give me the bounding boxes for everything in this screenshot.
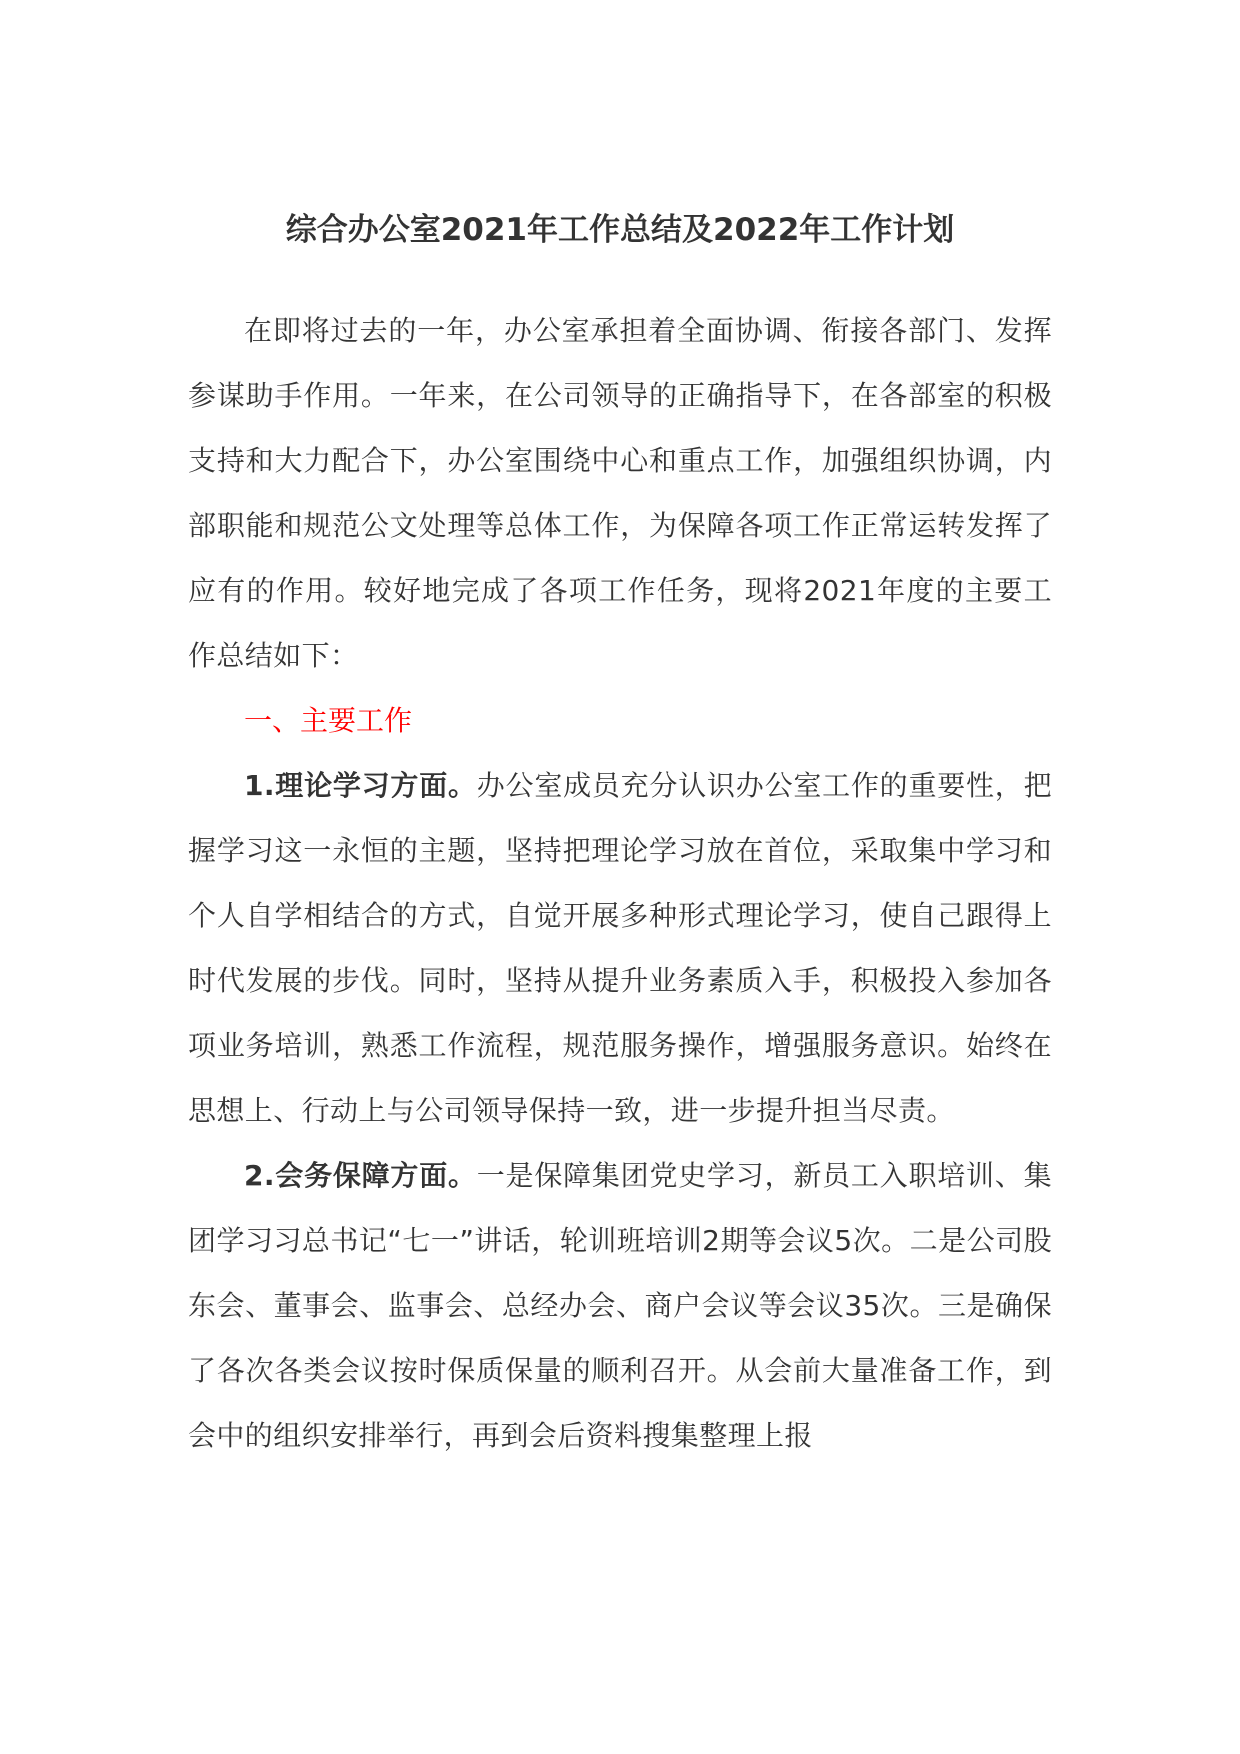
item-1-paragraph [188,753,1052,1143]
section-heading: 一、主要工作 [244,704,413,737]
item-2-text: 一是保障集团党史学习，新员工入职培训、集团学习习总书记“七一”讲话，轮训班培训2期等会议5次。二是公司股东会、董事会、监事会、总经办会、商户会议等会议35次。三是确保了各次各类会议按时保质保量的顺利召开。从会前大量准备工作，到会中的组织安排举行，再到会后资料搜集整理上报 [188,1159,1052,1452]
intro-paragraph: 在即将过去的一年，办公室承担着全面协调、衔接各部门、发挥参谋助手作用。一年来，在公司领导的正确指导下，在各部室的积极支持和大力配合下，办公室围绕中心和重点工作，加强组织协调，内部职能和规范公文处理等总体工作，为保障各项工作正常运转发挥了应有的作用。较好地完成了各项工作任务，现将2021年度的主要工作总结如下： [188,314,1052,672]
item-2-paragraph [188,1143,1052,1468]
item-1-text: 办公室成员充分认识办公室工作的重要性，把握学习这一永恒的主题，坚持把理论学习放在首位，采取集中学习和个人自学相结合的方式，自觉开展多种形式理论学习，使自己跟得上时代发展的步伐。同时，坚持从提升业务素质入手，积极投入参加各项业务培训，熟悉工作流程，规范服务操作，增强服务意识。始终在思想上、行动上与公司领导保持一致，进一步提升担当尽责。 [188,769,1052,1127]
item-2-lead: 2.会务保障方面。 [244,1159,477,1192]
document-body [188,298,1052,1468]
item-1-lead: 1.理论学习方面。 [244,769,477,802]
document-title: 综合办公室2021年工作总结及2022年工作计划 [285,212,955,248]
